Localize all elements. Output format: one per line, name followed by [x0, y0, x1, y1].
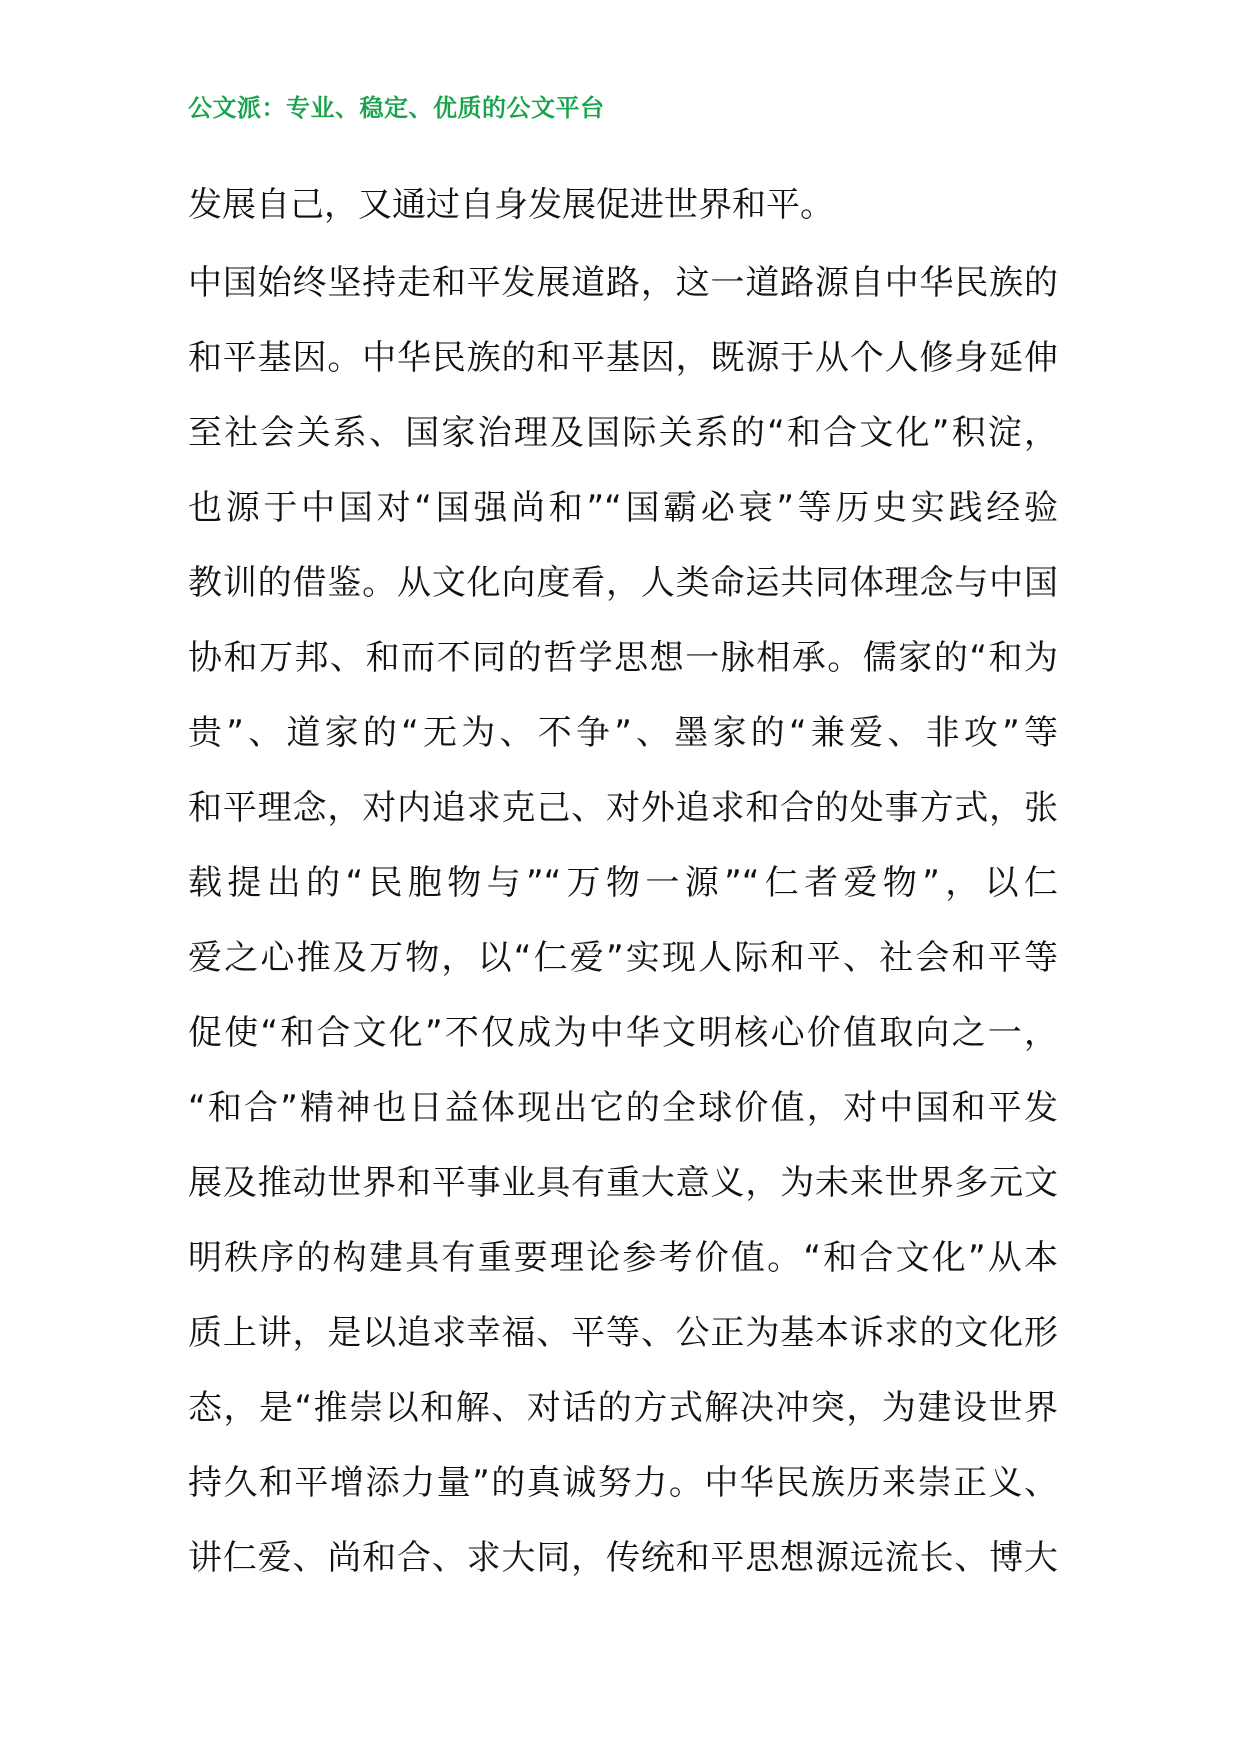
text-line: 质上讲，是以追求幸福、平等、公正为基本诉求的文化形: [188, 1313, 1058, 1353]
text-line: 讲仁爱、尚和合、求大同，传统和平思想源远流长、博大: [188, 1538, 1058, 1578]
text-line: 载提出的“民胞物与”“万物一源”“仁者爱物”，以仁: [188, 863, 1058, 903]
body-text: [188, 168, 1058, 1596]
text-line: 明秩序的构建具有重要理论参考价值。“和合文化”从本: [188, 1238, 1058, 1278]
text-line: “和合”精神也日益体现出它的全球价值，对中国和平发: [188, 1088, 1058, 1128]
text-line: 展及推动世界和平事业具有重大意义，为未来世界多元文: [188, 1163, 1058, 1203]
text-line: 也源于中国对“国强尚和”“国霸必衰”等历史实践经验: [188, 488, 1058, 528]
text-line: 至社会关系、国家治理及国际关系的“和合文化”积淀，: [188, 413, 1058, 453]
text-line: 发展自己，又通过自身发展促进世界和平。: [188, 185, 834, 225]
text-line: 中国始终坚持走和平发展道路，这一道路源自中华民族的: [188, 263, 1058, 303]
text-line: 教训的借鉴。从文化向度看，人类命运共同体理念与中国: [188, 563, 1058, 603]
text-line: 促使“和合文化”不仅成为中华文明核心价值取向之一，: [188, 1013, 1058, 1053]
text-line: 爱之心推及万物，以“仁爱”实现人际和平、社会和平等: [188, 938, 1058, 978]
text-line: 贵”、道家的“无为、不争”、墨家的“兼爱、非攻”等: [188, 713, 1058, 753]
page-header: 公文派：专业、稳定、优质的公文平台: [188, 93, 605, 122]
text-line: 和平基因。中华民族的和平基因，既源于从个人修身延伸: [188, 338, 1058, 378]
text-line: 持久和平增添力量”的真诚努力。中华民族历来崇正义、: [188, 1463, 1058, 1503]
text-line: 和平理念，对内追求克己、对外追求和合的处事方式，张: [188, 788, 1058, 828]
text-line: 协和万邦、和而不同的哲学思想一脉相承。儒家的“和为: [188, 638, 1058, 678]
text-line: 态，是“推崇以和解、对话的方式解决冲突，为建设世界: [188, 1388, 1058, 1428]
